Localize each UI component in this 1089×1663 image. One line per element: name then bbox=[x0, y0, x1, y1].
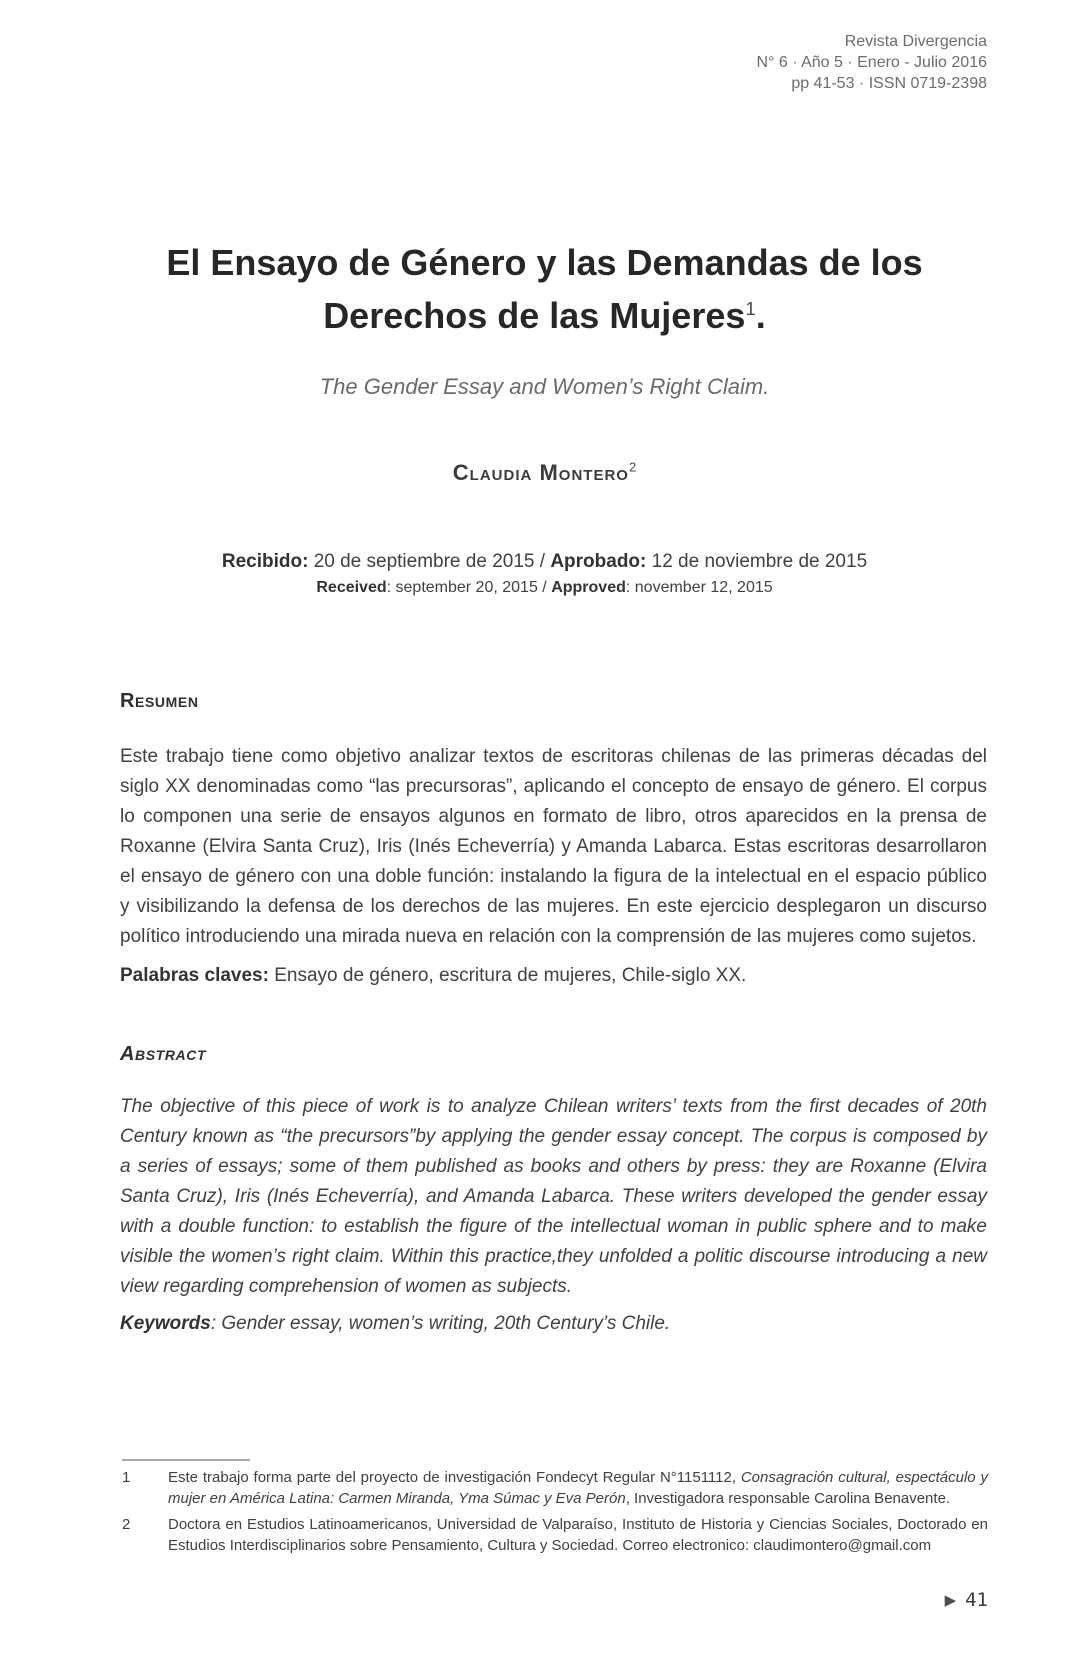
palabras-claves-label: Palabras claves: bbox=[120, 965, 269, 986]
footnote-1 bbox=[122, 1467, 988, 1509]
recibido-value: 20 de septiembre de 2015 bbox=[313, 551, 535, 572]
footnote-1-text-before: Este trabajo forma parte del proyecto de investigación Fondecyt Regular N°1151112, bbox=[168, 1469, 741, 1486]
keywords-value: : Gender essay, women’s writing, 20th Century’s Chile. bbox=[210, 1313, 671, 1334]
article-title-line1: El Ensayo de Género y las Demandas de los bbox=[166, 242, 923, 284]
footnote-2-text bbox=[168, 1514, 988, 1556]
dates-block bbox=[111, 549, 978, 599]
palabras-claves-value: Ensayo de género, escritura de mujeres, Chile-siglo XX. bbox=[268, 965, 747, 986]
article-author bbox=[111, 460, 978, 486]
dates-separator: / bbox=[539, 551, 546, 572]
footnote-divider bbox=[122, 1459, 250, 1461]
dates-line-english bbox=[111, 577, 978, 599]
author-footnote-marker: 2 bbox=[628, 459, 637, 475]
author-name: Claudia Montero bbox=[452, 460, 629, 485]
dates-line-spanish bbox=[111, 549, 978, 574]
approved-value: : november 12, 2015 bbox=[625, 579, 773, 596]
received-label: Received bbox=[316, 579, 387, 596]
footnote-1-text-italic: Consagración cultural, espectáculo y mujer en América Latina: Carmen Miranda, Yma Súmac y Eva Perón bbox=[168, 1469, 988, 1507]
resumen-heading: Resumen bbox=[120, 690, 199, 712]
journal-header bbox=[756, 31, 987, 94]
abstract-heading: Abstract bbox=[120, 1043, 207, 1065]
aprobado-label: Aprobado: bbox=[550, 551, 647, 572]
approved-label: Approved bbox=[551, 579, 626, 596]
footnote-2-number: 2 bbox=[122, 1516, 131, 1533]
article-subtitle: The Gender Essay and Women’s Right Claim. bbox=[319, 374, 770, 399]
footnote-1-number: 1 bbox=[122, 1469, 131, 1486]
received-value: : september 20, 2015 bbox=[386, 579, 538, 596]
page-number: 41 bbox=[965, 1589, 988, 1611]
aprobado-value: 12 de noviembre de 2015 bbox=[651, 551, 868, 572]
palabras-claves-line bbox=[120, 961, 987, 991]
keywords-line bbox=[120, 1309, 987, 1339]
footnote-2 bbox=[122, 1514, 988, 1556]
title-period: . bbox=[755, 295, 766, 337]
footnote-1-text bbox=[168, 1467, 988, 1509]
journal-pages-issn: pp 41-53 · ISSN 0719-2398 bbox=[791, 75, 987, 92]
article-title-line2: Derechos de las Mujeres bbox=[323, 295, 746, 337]
abstract-body: The objective of this piece of work is to analyze Chilean writers’ texts from the first decades of 20th Century known as “the precursors”by applying the gender essay concept. The corpus is composed by a series of essays; some of them published as books and others by press: they are Roxanne (Elvira Santa Cruz), Iris (Inés Echeverría), and Amanda Labarca. These writers developed the gender essay with a double function: to establish the figure of the intellectual woman in public sphere and to make visible the women’s right claim. Within this practice,they unfolded a politic discourse introducing a new view regarding comprehension of women as subjects. bbox=[120, 1096, 987, 1297]
triangle-icon: ▶ bbox=[944, 1591, 957, 1609]
keywords-label: Keywords bbox=[120, 1313, 211, 1334]
dates-separator-en: / bbox=[542, 579, 547, 596]
recibido-label: Recibido: bbox=[221, 551, 309, 572]
footnote-1-text-after: , Investigadora responsable Carolina Benavente. bbox=[625, 1490, 951, 1507]
resumen-body: Este trabajo tiene como objetivo analizar textos de escritoras chilenas de las primeras décadas del siglo XX denominadas como “las precursoras”, aplicando el concepto de ensayo de género. El corpus lo componen una serie de ensayos algunos en formato de libro, otros aparecidos en la prensa de Roxanne (Elvira Santa Cruz), Iris (Inés Echeverría) y Amanda Labarca. Estas escritoras desarrollaron el ensayo de género con una doble función: instalando la figura de la intelectual en el espacio público y visibilizando la defensa de los derechos de las mujeres. En este ejercicio desplegaron un discurso político introduciendo una mirada nueva en relación con la comprensión de las mujeres como sujetos. bbox=[120, 746, 987, 947]
journal-issue: N° 6 · Año 5 · Enero - Julio 2016 bbox=[756, 54, 987, 71]
footnotes bbox=[122, 1467, 988, 1561]
footnote-2-text-before: Doctora en Estudios Latinoamericanos, Universidad de Valparaíso, Instituto de Historia y Ciencias Sociales, Doctorado en Estudios Interdisciplinarios sobre Pensamiento, Cultura y Sociedad. Correo electronico: claudimontero@gmail.com bbox=[168, 1516, 988, 1554]
journal-name: Revista Divergencia bbox=[844, 33, 987, 50]
page-footer bbox=[945, 1589, 988, 1611]
article-title bbox=[111, 236, 978, 342]
title-footnote-marker: 1 bbox=[745, 298, 756, 320]
